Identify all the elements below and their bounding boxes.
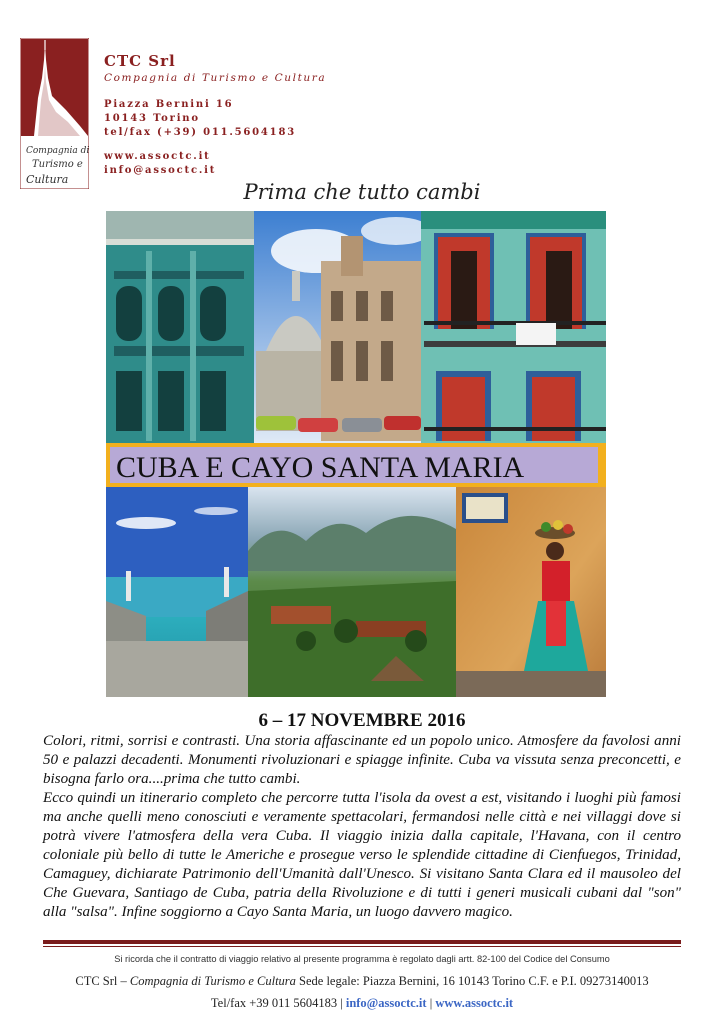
footer-email-link[interactable]: info@assoctc.it bbox=[345, 996, 427, 1010]
trip-dates-heading: 6 – 17 NOVEMBRE 2016 bbox=[258, 710, 466, 731]
photo-teal-building bbox=[106, 211, 254, 443]
photo-sea-steps bbox=[106, 487, 248, 697]
legal-info bbox=[0, 974, 724, 989]
photo-vinales-valley bbox=[248, 487, 456, 697]
footer-phone: Tel/fax +39 011 5604183 | bbox=[210, 996, 346, 1010]
company-address bbox=[104, 98, 326, 140]
photo-colorful-balconies bbox=[421, 211, 606, 443]
contract-notice: Si ricorda che il contratto di viaggio relativo al presente programma è regolato dagli artt. 82-100 del Codice del Consumo bbox=[114, 954, 610, 964]
logo-text-line3: Cultura bbox=[26, 173, 69, 186]
description-paragraph-1: Colori, ritmi, sorrisi e contrasti. Una storia affascinante ed un popolo unico. Atmosfere da favolosi anni 50 e palazzi decadenti. Monumenti rivoluzionari e spiagge infinite. Cuba va vissuta senza preconcetti, e bisogna farlo ora....prima che tutto cambi. bbox=[43, 733, 681, 787]
footer-separator: | bbox=[426, 996, 436, 1010]
motto-heading: Prima che tutto cambi bbox=[243, 180, 481, 204]
company-name: CTC Srl bbox=[104, 52, 176, 70]
footer-divider-thick bbox=[43, 940, 681, 944]
legal-tagline: Compagnia di Turismo e Cultura bbox=[129, 974, 296, 988]
title-banner bbox=[106, 443, 606, 487]
company-web bbox=[104, 150, 326, 178]
address-line1: Piazza Bernini 16 bbox=[104, 99, 234, 110]
description bbox=[43, 732, 681, 922]
logo-text-line1: Compagnia di bbox=[26, 146, 89, 156]
photo-collage bbox=[106, 211, 606, 697]
photo-woman-with-fruit bbox=[456, 487, 606, 697]
address-line2: 10143 Torino bbox=[104, 113, 200, 124]
website-text: www.assoctc.it bbox=[104, 151, 211, 162]
banner-title: CUBA E CAYO SANTA MARIA bbox=[116, 451, 525, 484]
photo-havana-capitol bbox=[254, 211, 431, 443]
description-paragraph-2: Ecco quindi un itinerario completo che percorre tutta l'isola da ovest a est, visitando i luoghi più famosi ma anche quelli meno conosciuti e veramente spettacolari, fermandosi nelle città e nei villaggi dove si potrà vivere l'atmosfera della vera Cuba. Il viaggio inizia dalla capitale, l'Havana, con il centro coloniale più bello di tutte le Americhe e prosegue verso le splendide cittadine di Cienfuegos, Trinidad, Camaguey, dichiarate Patrimonio dell'Umanità dall'Unesco. Si visitano Santa Clara ed il mausoleo del Che Guevara, Santiago de Cuba, patria della Rivoluzione e di tutti i generi musicali cubani dal "son" alla "salsa". Infine soggiorno a Cayo Santa Maria, un luogo davvero magico. bbox=[43, 790, 681, 920]
company-logo bbox=[20, 38, 89, 189]
phone-line: tel/fax (+39) 011.5604183 bbox=[104, 127, 296, 138]
company-tagline: Compagnia di Turismo e Cultura bbox=[104, 72, 327, 84]
footer-website-link[interactable]: www.assoctc.it bbox=[435, 996, 514, 1010]
legal-company: CTC Srl – bbox=[75, 974, 130, 988]
email-text: info@assoctc.it bbox=[104, 165, 217, 176]
footer-divider-thin bbox=[43, 946, 681, 947]
legal-address: Sede legale: Piazza Bernini, 16 10143 Torino C.F. e P.I. 09273140013 bbox=[295, 974, 649, 988]
company-header bbox=[104, 52, 326, 178]
logo-text-line2: Turismo e bbox=[32, 159, 83, 170]
footer-contact bbox=[0, 996, 724, 1011]
